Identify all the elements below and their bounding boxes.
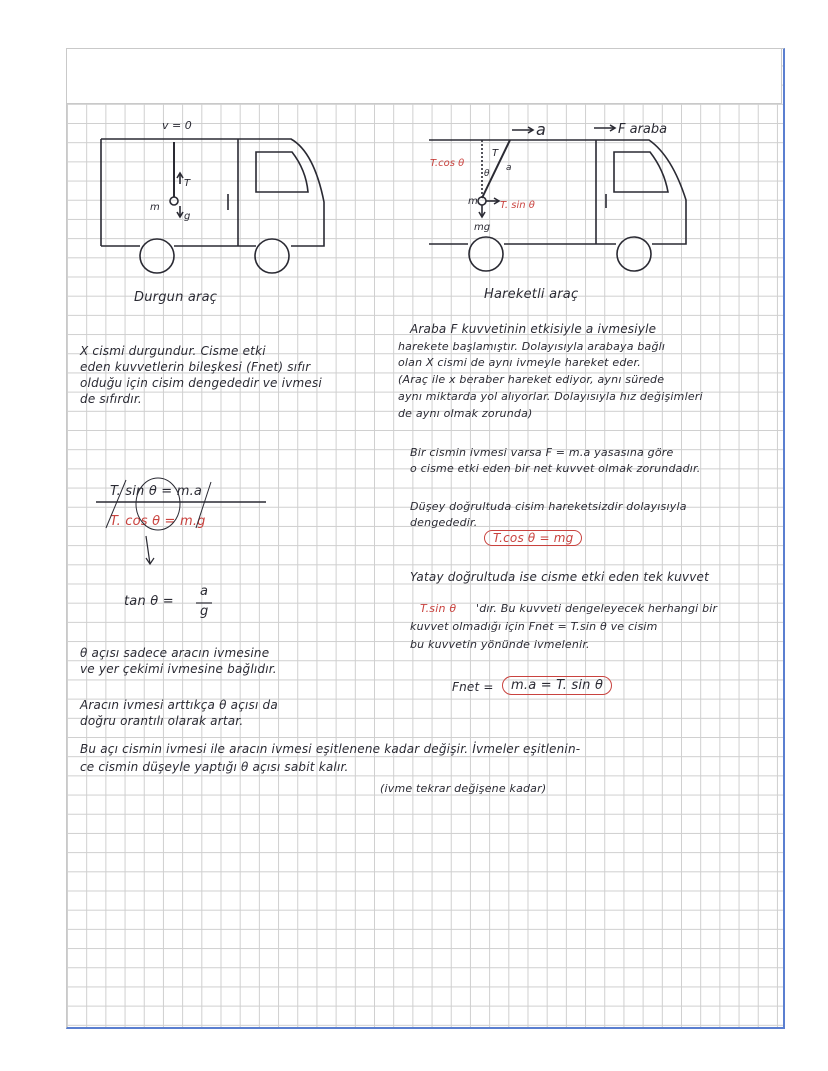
moving-van-figure	[424, 108, 704, 282]
velocity-label: v = 0	[162, 119, 192, 132]
van-window	[614, 152, 668, 192]
tan-equation-lhs: tan θ =	[124, 594, 174, 609]
fnet-equation-prefix: Fnet =	[452, 680, 494, 694]
horizontal-text-line: 'dır. Bu kuvveti dengeleyecek herhangi bir	[476, 602, 718, 615]
van-wheel	[140, 239, 174, 273]
van-wheel	[255, 239, 289, 273]
vertical-equation: T.cos θ = mg	[484, 530, 582, 546]
tension-label: T	[184, 178, 191, 189]
bottom-text-line: ce cismin düşeyle yaptığı θ açısı sabit kalır.	[80, 760, 349, 774]
tsin-label: T. sin θ	[500, 200, 535, 211]
moving-text-line: aynı miktarda yol alıyorlar. Dolayısıyla hız değişimleri	[398, 390, 703, 403]
stationary-van-figure	[96, 112, 336, 282]
increase-text-line: doğru orantılı olarak artar.	[80, 714, 244, 728]
acceleration-label: a	[536, 120, 546, 139]
moving-text-line: harekete başlamıştır. Dolayısıyla arabaya bağlı	[398, 340, 666, 353]
mg-label: mg	[474, 222, 491, 233]
stationary-caption: Durgun araç	[134, 290, 218, 305]
newton-text-line: Bir cismin ivmesi varsa F = m.a yasasına göre	[410, 446, 674, 459]
equation-tcos: T. cos θ = m.g	[110, 514, 206, 529]
moving-text-line: (Araç ile x beraber hareket ediyor, aynı sürede	[398, 373, 665, 386]
stationary-text-line: de sıfırdır.	[80, 392, 142, 406]
newton-text-line: o cisme etki eden bir net kuvvet olmak zorundadır.	[410, 462, 701, 475]
van-window	[256, 152, 308, 192]
vertical-text-line: Düşey doğrultuda cisim hareketsizdir dolayısıyla	[410, 500, 687, 513]
moving-text-line: Araba F kuvvetinin etkisiyle a ivmesiyle	[410, 322, 657, 336]
stationary-text-line: X cismi durgundur. Cisme etki	[80, 344, 266, 358]
mass-label: m	[150, 202, 160, 213]
tan-denominator: g	[200, 604, 209, 619]
horizontal-text-line: kuvvet olmadığı için Fnet = T.sin θ ve cisim	[410, 620, 658, 633]
gravity-label: g	[184, 211, 191, 222]
moving-text-line: de aynı olmak zorunda)	[398, 407, 533, 420]
horizontal-tsin: T.sin θ	[420, 602, 457, 615]
force-label: F araba	[618, 122, 668, 137]
acceleration-small-label: a	[506, 163, 512, 173]
theta-text-line: θ açısı sadece aracın ivmesine	[80, 646, 270, 660]
bottom-note: (ivme tekrar değişene kadar)	[380, 782, 547, 795]
van-wheel	[469, 237, 503, 271]
angle-label: θ	[484, 169, 490, 179]
tcos-label: T.cos θ	[430, 158, 465, 169]
tension-label: T	[492, 148, 499, 159]
theta-text-line: ve yer çekimi ivmesine bağlıdır.	[80, 662, 277, 676]
bottom-text-line: Bu açı cismin ivmesi ile aracın ivmesi eşitlenene kadar değişir. İvmeler eşitlenin-	[80, 742, 581, 756]
page-header-box	[66, 48, 782, 104]
stationary-text-line: olduğu için cisim dengededir ve ivmesi	[80, 376, 322, 390]
van-wheel	[617, 237, 651, 271]
equation-strike-marks	[96, 476, 246, 536]
horizontal-text-line: Yatay doğrultuda ise cisme etki eden tek kuvvet	[410, 570, 710, 584]
increase-text-line: Aracın ivmesi arttıkça θ açısı da	[80, 698, 278, 712]
vertical-text-line: dengededir.	[410, 516, 478, 529]
stationary-text-line: eden kuvvetlerin bileşkesi (Fnet) sıfır	[80, 360, 311, 374]
fnet-equation: m.a = T. sin θ	[502, 676, 612, 695]
tan-numerator: a	[200, 584, 209, 599]
moving-text-line: olan X cismi de aynı ivmeyle hareket eder.	[398, 356, 641, 369]
moving-caption: Hareketli araç	[484, 287, 579, 302]
equation-tsin: T. sin θ = m.a	[110, 484, 203, 499]
mass-label: m	[468, 196, 478, 207]
horizontal-text-line: bu kuvvetin yönünde ivmelenir.	[410, 638, 590, 651]
